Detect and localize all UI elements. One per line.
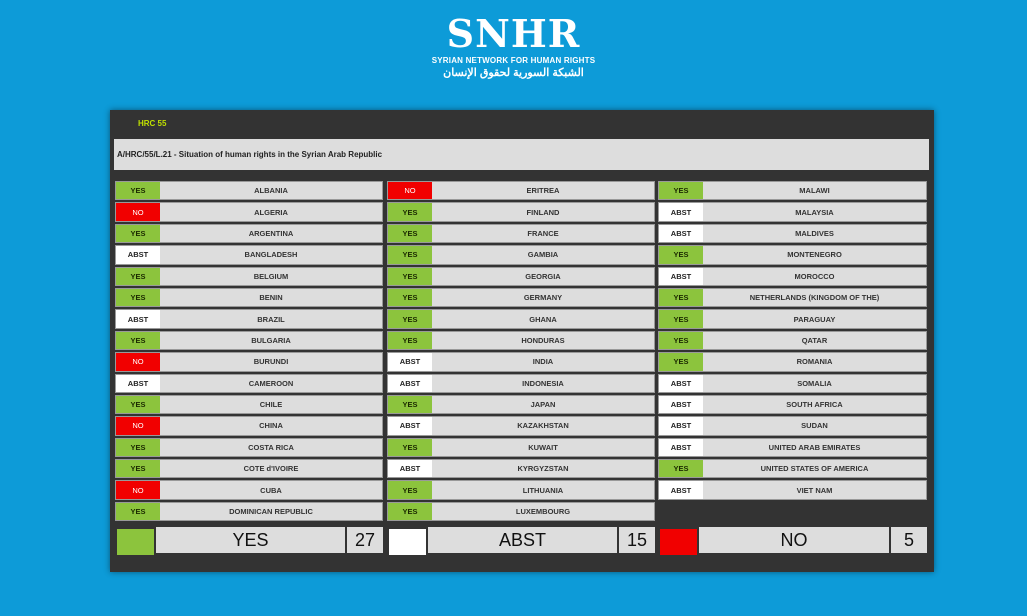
vote-badge: ABST xyxy=(659,396,703,413)
vote-row xyxy=(658,202,927,221)
country-name: GHANA xyxy=(529,314,557,324)
vote-row xyxy=(658,438,927,457)
vote-row xyxy=(658,288,927,307)
vote-row xyxy=(115,480,383,499)
country-name: COTE d'IVOIRE xyxy=(243,464,299,474)
vote-row xyxy=(115,459,383,478)
vote-badge: YES xyxy=(388,332,432,349)
country-name: LUXEMBOURG xyxy=(515,507,571,517)
vote-badge: YES xyxy=(659,310,703,327)
vote-badge: YES xyxy=(388,246,432,263)
vote-row xyxy=(387,438,655,457)
country-name: GAMBIA xyxy=(527,250,559,260)
vote-badge: ABST xyxy=(659,225,703,242)
vote-row xyxy=(115,202,383,221)
vote-badge: YES xyxy=(116,396,160,413)
country-name: INDIA xyxy=(532,357,554,367)
vote-badge: ABST xyxy=(659,375,703,392)
vote-row xyxy=(658,352,927,371)
country-name: BELGIUM xyxy=(253,271,289,281)
vote-badge: YES xyxy=(388,439,432,456)
snhr-logo xyxy=(0,12,1027,80)
vote-row xyxy=(387,416,655,435)
vote-row xyxy=(387,374,655,393)
vote-badge: YES xyxy=(116,268,160,285)
vote-row xyxy=(115,502,383,521)
vote-row xyxy=(115,438,383,457)
vote-badge: ABST xyxy=(388,460,432,477)
vote-row xyxy=(387,181,655,200)
country-name: JAPAN xyxy=(530,400,556,410)
country-name: ALGERIA xyxy=(254,207,288,217)
total-yes-count: 27 xyxy=(347,527,383,553)
logo-arabic-name: الشبكة السورية لحقوق الإنسان xyxy=(443,67,584,79)
vote-row xyxy=(658,309,927,328)
country-name: UNITED STATES OF AMERICA xyxy=(760,464,869,474)
total-abst-swatch xyxy=(389,529,426,555)
vote-badge: YES xyxy=(659,289,703,306)
vote-badge: YES xyxy=(388,503,432,520)
vote-badge: ABST xyxy=(659,417,703,434)
vote-row xyxy=(115,352,383,371)
vote-badge: ABST xyxy=(659,268,703,285)
country-name: KAZAKHSTAN xyxy=(517,421,569,431)
total-no-label: NO xyxy=(699,527,889,553)
vote-badge: ABST xyxy=(659,481,703,498)
vote-badge: YES xyxy=(116,439,160,456)
vote-badge: YES xyxy=(116,182,160,199)
country-name: SOUTH AFRICA xyxy=(786,400,843,410)
vote-badge: ABST xyxy=(659,203,703,220)
vote-badge: YES xyxy=(388,289,432,306)
vote-badge: ABST xyxy=(388,417,432,434)
vote-badge: YES xyxy=(116,289,160,306)
vote-row xyxy=(115,224,383,243)
country-name: BENIN xyxy=(259,293,283,303)
vote-badge: ABST xyxy=(116,375,160,392)
total-no-swatch xyxy=(660,529,697,555)
resolution-title: A/HRC/55/L.21 - Situation of human rights in the Syrian Arab Republic xyxy=(114,139,929,170)
vote-badge: YES xyxy=(659,460,703,477)
total-no-count: 5 xyxy=(891,527,927,553)
total-abst-count: 15 xyxy=(619,527,655,553)
total-yes-swatch xyxy=(117,529,154,555)
vote-row xyxy=(387,480,655,499)
vote-row xyxy=(387,202,655,221)
vote-column-2 xyxy=(387,181,655,523)
total-abst xyxy=(387,527,655,553)
country-name: CAMEROON xyxy=(248,378,294,388)
total-yes-label: YES xyxy=(156,527,345,553)
vote-badge: YES xyxy=(116,332,160,349)
vote-badge: ABST xyxy=(116,246,160,263)
country-name: MONTENEGRO xyxy=(787,250,842,260)
country-name: MALAWI xyxy=(799,186,830,196)
vote-badge: YES xyxy=(388,268,432,285)
country-name: BRAZIL xyxy=(257,314,285,324)
vote-column-3 xyxy=(658,181,927,502)
vote-row xyxy=(658,459,927,478)
vote-row xyxy=(387,459,655,478)
vote-column-1 xyxy=(115,181,383,523)
vote-badge: NO xyxy=(116,203,160,220)
country-name: BULGARIA xyxy=(251,335,291,345)
vote-badge: YES xyxy=(388,310,432,327)
vote-row xyxy=(115,267,383,286)
country-name: GERMANY xyxy=(523,293,563,303)
vote-badge: NO xyxy=(116,353,160,370)
vote-badge: NO xyxy=(116,481,160,498)
vote-row xyxy=(658,331,927,350)
vote-row xyxy=(658,224,927,243)
vote-row xyxy=(387,224,655,243)
vote-row xyxy=(115,288,383,307)
vote-row xyxy=(658,245,927,264)
vote-badge: YES xyxy=(659,332,703,349)
country-name: ALBANIA xyxy=(254,186,288,196)
vote-row xyxy=(658,395,927,414)
country-name: CHILE xyxy=(259,400,283,410)
country-name: KYRGYZSTAN xyxy=(517,464,569,474)
vote-row xyxy=(115,395,383,414)
logo-english-name: SYRIAN NETWORK FOR HUMAN RIGHTS xyxy=(431,56,596,65)
vote-row xyxy=(387,267,655,286)
voting-board xyxy=(110,110,934,572)
country-name: QATAR xyxy=(801,335,828,345)
vote-row xyxy=(658,416,927,435)
vote-row xyxy=(658,480,927,499)
vote-badge: YES xyxy=(116,225,160,242)
country-name: MALAYSIA xyxy=(795,207,834,217)
vote-row xyxy=(658,181,927,200)
total-abst-label: ABST xyxy=(428,527,617,553)
session-label: HRC 55 xyxy=(138,119,167,128)
vote-badge: ABST xyxy=(388,353,432,370)
vote-row xyxy=(658,267,927,286)
country-name: COSTA RICA xyxy=(248,442,294,452)
country-name: CUBA xyxy=(260,485,282,495)
vote-badge: ABST xyxy=(659,439,703,456)
country-name: MALDIVES xyxy=(795,228,834,238)
vote-row xyxy=(115,374,383,393)
country-name: SUDAN xyxy=(801,421,828,431)
vote-row xyxy=(387,395,655,414)
country-name: ARGENTINA xyxy=(248,228,294,238)
total-no xyxy=(658,527,927,553)
vote-row xyxy=(387,245,655,264)
total-yes xyxy=(115,527,383,553)
vote-badge: NO xyxy=(116,417,160,434)
country-name: KUWAIT xyxy=(528,442,558,452)
vote-row xyxy=(115,245,383,264)
vote-row xyxy=(658,374,927,393)
vote-badge: YES xyxy=(659,246,703,263)
vote-badge: YES xyxy=(388,225,432,242)
vote-badge: YES xyxy=(659,182,703,199)
country-name: ROMANIA xyxy=(796,357,833,367)
vote-row xyxy=(387,502,655,521)
country-name: FRANCE xyxy=(527,228,559,238)
vote-row xyxy=(387,352,655,371)
vote-badge: YES xyxy=(388,396,432,413)
country-name: NETHERLANDS (KINGDOM OF THE) xyxy=(749,293,880,303)
country-name: SOMALIA xyxy=(797,378,832,388)
country-name: UNITED ARAB EMIRATES xyxy=(768,442,861,452)
country-name: LITHUANIA xyxy=(522,485,564,495)
vote-row xyxy=(115,331,383,350)
country-name: DOMINICAN REPUBLIC xyxy=(229,507,313,517)
country-name: ERITREA xyxy=(526,186,560,196)
country-name: CHINA xyxy=(259,421,283,431)
vote-row xyxy=(387,309,655,328)
vote-badge: YES xyxy=(116,503,160,520)
vote-badge: NO xyxy=(388,182,432,199)
vote-badge: YES xyxy=(116,460,160,477)
vote-badge: YES xyxy=(388,481,432,498)
vote-row xyxy=(115,416,383,435)
country-name: MOROCCO xyxy=(794,271,835,281)
vote-badge: YES xyxy=(388,203,432,220)
vote-row xyxy=(387,288,655,307)
vote-row xyxy=(115,181,383,200)
country-name: HONDURAS xyxy=(521,335,565,345)
country-name: VIET NAM xyxy=(796,485,833,495)
vote-row xyxy=(115,309,383,328)
country-name: GEORGIA xyxy=(525,271,561,281)
logo-wordmark: SNHR xyxy=(446,11,581,56)
country-name: PARAGUAY xyxy=(793,314,836,324)
vote-row xyxy=(387,331,655,350)
country-name: FINLAND xyxy=(526,207,560,217)
vote-badge: ABST xyxy=(388,375,432,392)
country-name: BURUNDI xyxy=(253,357,289,367)
country-name: INDONESIA xyxy=(522,378,564,388)
vote-badge: ABST xyxy=(116,310,160,327)
country-name: BANGLADESH xyxy=(244,250,298,260)
vote-badge: YES xyxy=(659,353,703,370)
